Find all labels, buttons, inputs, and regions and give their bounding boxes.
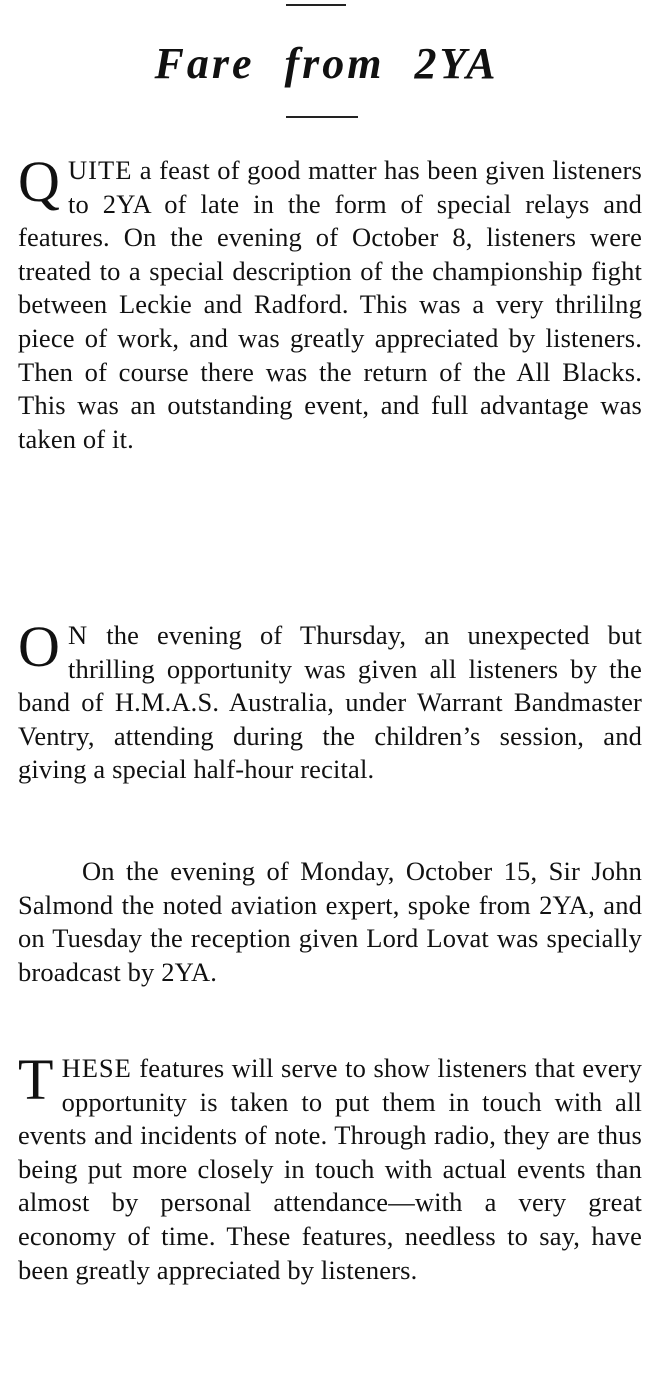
article-headline: Fare from 2YA: [154, 39, 499, 88]
drop-cap: O: [18, 614, 61, 679]
article-paragraph-1: [18, 149, 642, 456]
paragraph-text: features will serve to show listeners that every opportunity is taken to put them in touch with all events and incidents of note. Through radio, they are thus being put more closely in touch with actual events than almost by personal attendance—with a very great economy of time. These features, needless to say, have been greatly appreciated by listeners.: [18, 1053, 642, 1285]
paragraph-text: the evening of Thursday, an unexpected but thrilling opportunity was given all listeners by the band of H.M.A.S. Australia, under Warrant Bandmaster Ventry, attending during the children’s session, and giving a special half-hour recital.: [18, 620, 642, 785]
lead-word: HESE: [61, 1053, 132, 1083]
drop-cap: Q: [18, 149, 61, 214]
paragraph-text: On the evening of Monday, October 15, Sir John Salmond the noted aviation expert, spoke from 2YA, and on Tuesday the reception given Lord Lovat was specially broadcast by 2YA.: [18, 856, 642, 987]
paragraph-text: a feast of good matter has been given listeners to 2YA of late in the form of special relays and features. On the evening of October 8, listeners were treated to a special description of the championship fight between Leckie and Radford. This was a very thrililng piece of work, and was greatly appreciated by listeners. Then of course there was the return of the All Blacks. This was an outstanding event, and full advantage was taken of it.: [18, 155, 642, 454]
lead-word: N: [68, 620, 89, 650]
article-paragraph-2: [18, 614, 642, 787]
article-paragraph-4: [18, 1047, 642, 1287]
top-rule: [286, 4, 346, 6]
lead-word: UITE: [68, 155, 133, 185]
drop-cap: T: [18, 1047, 54, 1112]
headline-rule: [286, 116, 358, 118]
article-paragraph-3: [18, 855, 642, 989]
